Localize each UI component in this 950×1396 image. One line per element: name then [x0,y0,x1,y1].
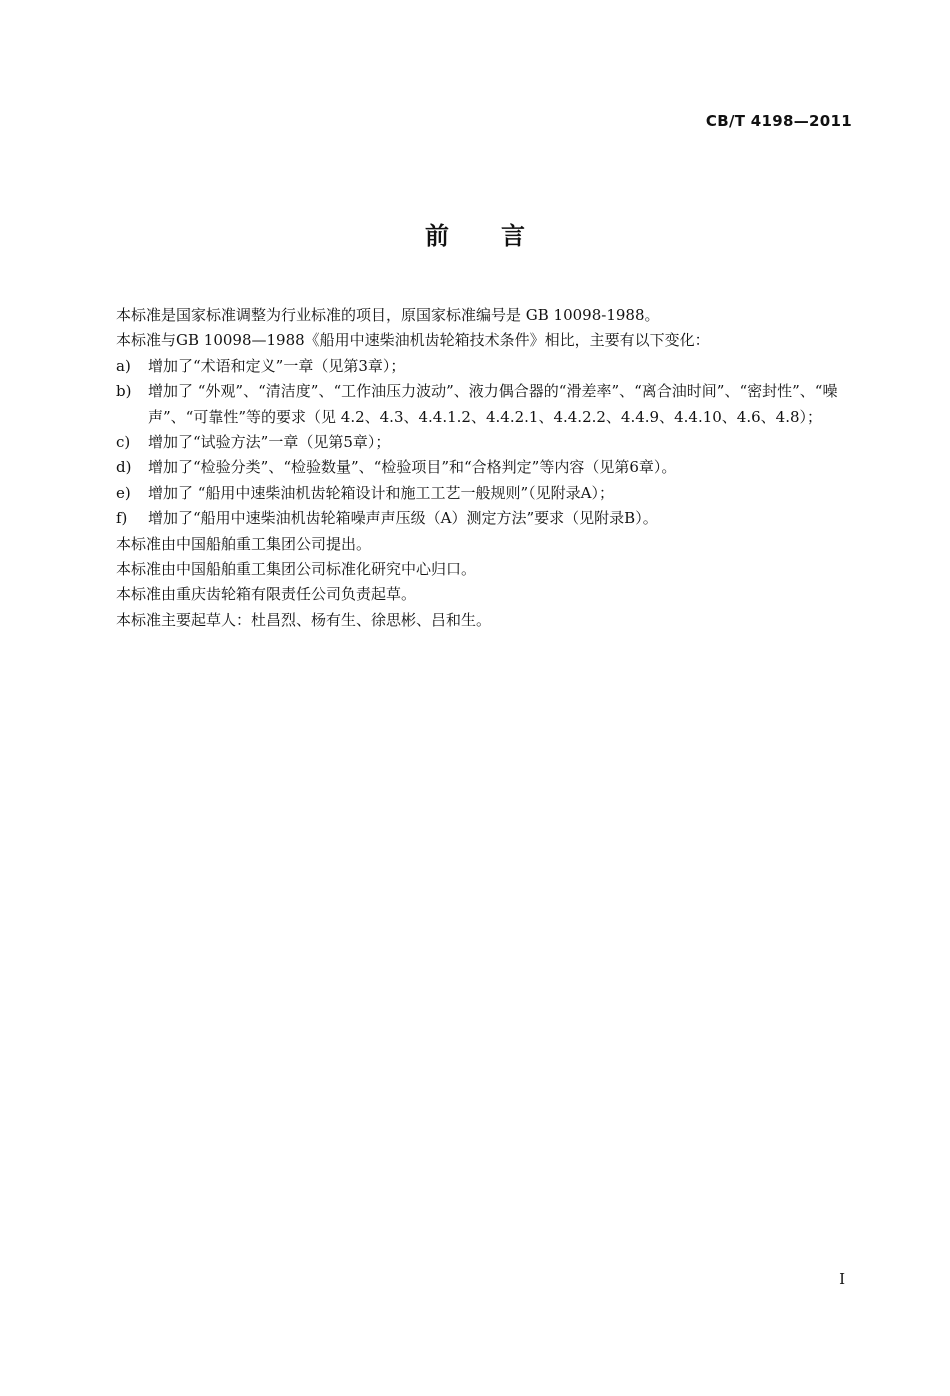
change-item-text: 增加了 “船用中速柴油机齿轮箱设计和施工工艺一般规则”（见附录A）； [148,483,614,502]
change-item-text: 增加了“术语和定义”一章（见第3章）； [148,356,406,375]
change-item-label: d) [116,458,132,477]
standard-code: CB/T 4198—2011 [705,112,852,130]
change-item-label: f) [116,509,128,528]
foreword-body [116,303,856,633]
change-item [116,354,856,379]
change-item-label: e) [116,483,131,502]
change-item-text: 增加了 “外观”、“清洁度”、“工作油压力波动”、液力偶合器的“滑差率”、“离合油时间”、“密封性”、“噪声”、“可靠性”等的要求（见 4.2、4.3、4.4.1.2、4.4.2.1、4.4.2.2、4.4.9、4.4.10、4.6、4.8）； [148,382,838,426]
change-item [116,455,856,480]
change-item [116,379,856,430]
intro-paragraph: 本标准与GB 10098—1988《船用中速柴油机齿轮箱技术条件》相比，主要有以下变化： [116,331,710,350]
closing-paragraph: 本标准由重庆齿轮箱有限责任公司负责起草。 [116,585,417,604]
change-item-label: a) [116,356,131,375]
closing-paragraph: 本标准由中国船舶重工集团公司标准化研究中心归口。 [116,560,477,579]
page-number: I [839,1270,845,1288]
closing-paragraph: 本标准主要起草人：杜昌烈、杨有生、徐思彬、吕和生。 [116,610,492,629]
change-item [116,430,856,455]
page-title [0,216,950,251]
title-char-2: 言 [501,222,525,250]
change-item-text: 增加了“试验方法”一章（见第5章）； [148,433,391,452]
change-item-label: c) [116,433,131,452]
change-item [116,506,856,531]
closing-paragraph: 本标准由中国船舶重工集团公司提出。 [116,534,372,553]
change-item-text: 增加了“检验分类”、“检验数量”、“检验项目”和“合格判定”等内容（见第6章）。 [148,458,677,477]
title-char-1: 前 [425,222,449,250]
change-item [116,481,856,506]
change-item-text: 增加了“船用中速柴油机齿轮箱噪声声压级（A）测定方法”要求（见附录B）。 [148,509,658,528]
change-item-label: b) [116,382,132,401]
intro-paragraph: 本标准是国家标准调整为行业标准的项目，原国家标准编号是 GB 10098-1988。 [116,306,660,324]
